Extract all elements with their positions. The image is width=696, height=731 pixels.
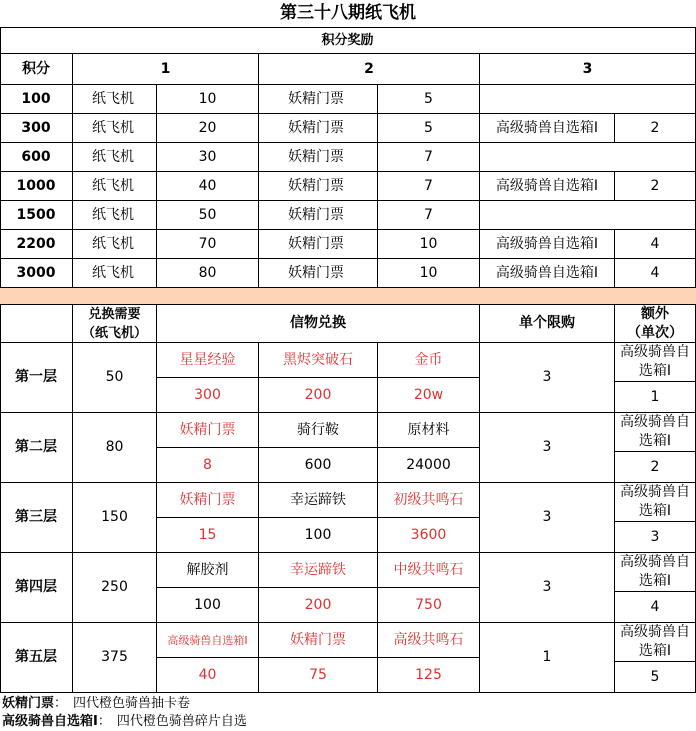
- reward-qty: 2: [615, 114, 696, 143]
- exchange-item-name: 解胶剂: [157, 553, 259, 588]
- footnote-separator: ：: [97, 714, 111, 729]
- tier-extra-qty: 2: [615, 452, 696, 483]
- exchange-item-qty: 200: [259, 378, 378, 413]
- footnote-description: 四代橙色骑兽碎片自选: [116, 714, 247, 729]
- tier-limit: 3: [480, 343, 615, 413]
- reward-item: 高级骑兽自选箱I: [480, 114, 615, 143]
- reward-qty: 20: [157, 114, 259, 143]
- header-reward-3: 3: [480, 54, 696, 85]
- exchange-item-name: 骑行鞍: [259, 413, 378, 448]
- exchange-item-qty: 8: [157, 448, 259, 483]
- exchange-item-qty: 3600: [378, 518, 480, 553]
- reward-qty: 4: [615, 259, 696, 288]
- exchange-item-qty: 600: [259, 448, 378, 483]
- reward-empty: [480, 143, 696, 172]
- reward-item: 妖精门票: [259, 230, 378, 259]
- reward-qty: 30: [157, 143, 259, 172]
- reward-item: 妖精门票: [259, 201, 378, 230]
- reward-item: 妖精门票: [259, 259, 378, 288]
- reward-item: 妖精门票: [259, 172, 378, 201]
- exchange-item-name: 幸运蹄铁: [259, 483, 378, 518]
- reward-qty: 10: [157, 85, 259, 114]
- reward-item: 纸飞机: [73, 201, 157, 230]
- tier-extra-qty: 3: [615, 522, 696, 553]
- reward-qty: 5: [378, 114, 480, 143]
- exchange-item-name: 金币: [378, 343, 480, 378]
- reward-item: 妖精门票: [259, 114, 378, 143]
- tier-limit: 3: [480, 413, 615, 483]
- reward-item: 高级骑兽自选箱I: [480, 230, 615, 259]
- tier-extra-item: 高级骑兽自选箱I: [615, 413, 696, 452]
- points-value: 100: [0, 85, 73, 114]
- tier-limit: 3: [480, 483, 615, 553]
- tier-cost: 250: [73, 553, 157, 623]
- tier-name: 第二层: [0, 413, 73, 483]
- exchange-item-qty: 20w: [378, 378, 480, 413]
- footnote: [2, 714, 247, 730]
- exchange-item-qty: 40: [157, 658, 259, 693]
- reward-qty: 7: [378, 143, 480, 172]
- exchange-item-qty: 15: [157, 518, 259, 553]
- footnote-description: 四代橙色骑兽抽卡卷: [73, 696, 191, 711]
- tier-extra-item: 高级骑兽自选箱I: [615, 553, 696, 592]
- tier-extra-item: 高级骑兽自选箱I: [615, 623, 696, 662]
- tier-name: 第一层: [0, 343, 73, 413]
- reward-qty: 40: [157, 172, 259, 201]
- reward-item: 纸飞机: [73, 114, 157, 143]
- tier-cost: 150: [73, 483, 157, 553]
- reward-item: 纸飞机: [73, 259, 157, 288]
- reward-item: 纸飞机: [73, 143, 157, 172]
- exchange-item-name: 原材料: [378, 413, 480, 448]
- reward-qty: 7: [378, 172, 480, 201]
- header-items: 信物兑换: [157, 305, 480, 343]
- exchange-item-qty: 100: [259, 518, 378, 553]
- section-title-points: 积分奖励: [0, 28, 696, 54]
- exchange-item-name: 星星经验: [157, 343, 259, 378]
- exchange-item-qty: 750: [378, 588, 480, 623]
- header-points: 积分: [0, 54, 73, 85]
- exchange-item-qty: 100: [157, 588, 259, 623]
- header-limit: 单个限购: [480, 305, 615, 343]
- tier-extra-item: 高级骑兽自选箱I: [615, 343, 696, 382]
- exchange-item-qty: 24000: [378, 448, 480, 483]
- reward-qty: 7: [378, 201, 480, 230]
- header-reward-1: 1: [73, 54, 259, 85]
- reward-qty: 80: [157, 259, 259, 288]
- points-value: 300: [0, 114, 73, 143]
- points-value: 3000: [0, 259, 73, 288]
- exchange-item-name: 幸运蹄铁: [259, 553, 378, 588]
- tier-name: 第四层: [0, 553, 73, 623]
- tier-extra-qty: 1: [615, 382, 696, 413]
- footnote-term: 高级骑兽自选箱I: [2, 714, 98, 729]
- reward-item: 妖精门票: [259, 143, 378, 172]
- header-cost: 兑换需要 （纸飞机）: [73, 305, 157, 343]
- reward-item: 纸飞机: [73, 85, 157, 114]
- footnote: [2, 696, 190, 712]
- reward-qty: 5: [378, 85, 480, 114]
- footnote-separator: ：: [54, 696, 68, 711]
- reward-qty: 50: [157, 201, 259, 230]
- exchange-item-qty: 75: [259, 658, 378, 693]
- reward-qty: 2: [615, 172, 696, 201]
- reward-qty: 4: [615, 230, 696, 259]
- exchange-item-qty: 200: [259, 588, 378, 623]
- reward-qty: 10: [378, 230, 480, 259]
- reward-empty: [480, 201, 696, 230]
- tier-extra-qty: 5: [615, 662, 696, 693]
- reward-qty: 10: [378, 259, 480, 288]
- exchange-item-name: 黑烬突破石: [259, 343, 378, 378]
- reward-item: 纸飞机: [73, 230, 157, 259]
- tier-extra-qty: 4: [615, 592, 696, 623]
- points-value: 1500: [0, 201, 73, 230]
- exchange-item-name: 中级共鸣石: [378, 553, 480, 588]
- exchange-item-name: 妖精门票: [259, 623, 378, 658]
- reward-empty: [480, 85, 696, 114]
- tier-extra-item: 高级骑兽自选箱I: [615, 483, 696, 522]
- reward-item: 高级骑兽自选箱I: [480, 259, 615, 288]
- section-divider: [0, 288, 696, 305]
- reward-item: 高级骑兽自选箱I: [480, 172, 615, 201]
- exchange-item-qty: 125: [378, 658, 480, 693]
- reward-item: 纸飞机: [73, 172, 157, 201]
- header-blank: [0, 305, 73, 343]
- exchange-item-name: 妖精门票: [157, 413, 259, 448]
- tier-cost: 50: [73, 343, 157, 413]
- exchange-item-name: 妖精门票: [157, 483, 259, 518]
- tier-name: 第五层: [0, 623, 73, 693]
- footnote-term: 妖精门票: [2, 696, 55, 711]
- exchange-item-name: 初级共鸣石: [378, 483, 480, 518]
- header-reward-2: 2: [259, 54, 480, 85]
- exchange-item-name: 高级共鸣石: [378, 623, 480, 658]
- header-extra: 额外 （单次）: [615, 305, 696, 343]
- reward-item: 妖精门票: [259, 85, 378, 114]
- tier-limit: 1: [480, 623, 615, 693]
- exchange-item-name: 高级骑兽自选箱I: [157, 623, 259, 658]
- tier-name: 第三层: [0, 483, 73, 553]
- tier-cost: 80: [73, 413, 157, 483]
- points-value: 600: [0, 143, 73, 172]
- page-title: 第三十八期纸飞机: [0, 0, 696, 28]
- tier-cost: 375: [73, 623, 157, 693]
- tier-limit: 3: [480, 553, 615, 623]
- reward-qty: 70: [157, 230, 259, 259]
- exchange-item-qty: 300: [157, 378, 259, 413]
- points-value: 2200: [0, 230, 73, 259]
- points-value: 1000: [0, 172, 73, 201]
